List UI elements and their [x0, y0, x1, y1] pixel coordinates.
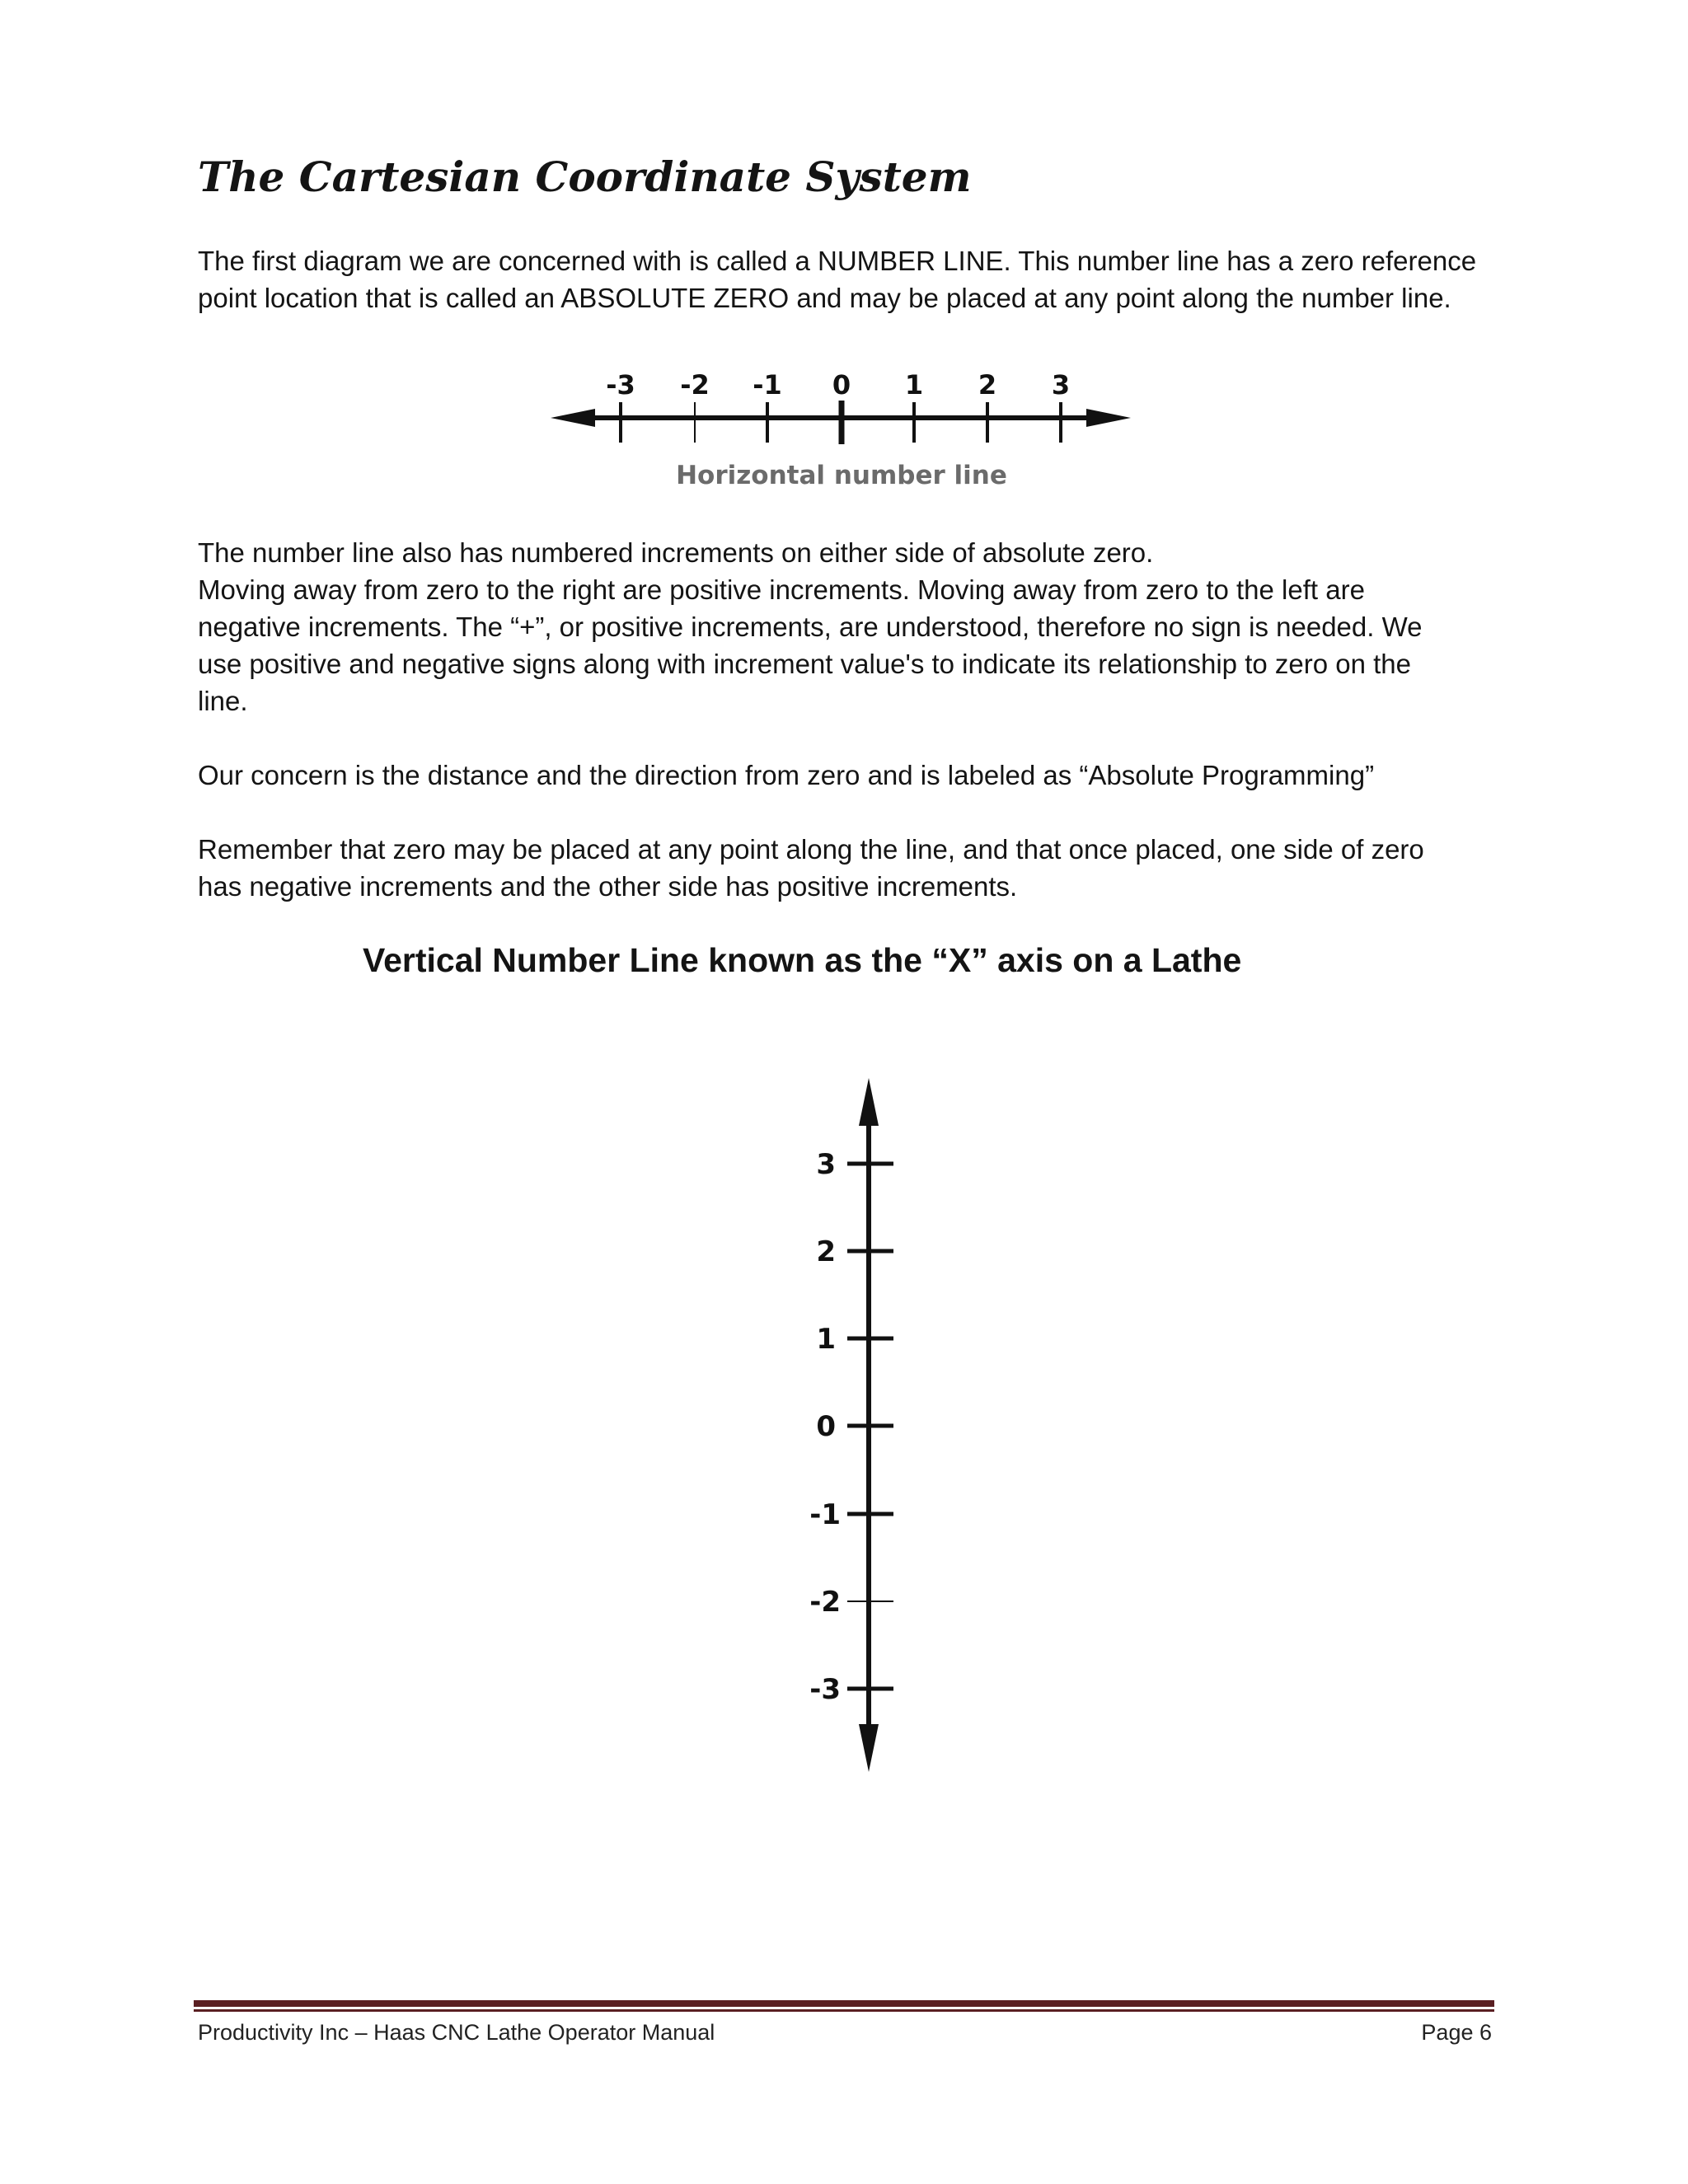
vertical-number-line-figure — [791, 1071, 915, 1780]
page-title: The Cartesian Coordinate System — [198, 152, 972, 201]
footer-page-number: Page 6 — [1421, 2020, 1492, 2045]
body-line: line. — [198, 686, 248, 716]
body-line: Moving away from zero to the right are positive increments. Moving away from zero to the left are — [198, 574, 1365, 605]
absolute-programming-paragraph — [198, 757, 1500, 794]
intro-paragraph — [198, 242, 1500, 316]
v-tick-label: 1 — [816, 1323, 836, 1356]
h-tick-label: -2 — [680, 369, 710, 401]
v-arrow-down — [859, 1724, 879, 1772]
absolute-line: Our concern is the distance and the direction from zero and is labeled as “Absolute Programming” — [198, 760, 1375, 790]
v-tick-label: -3 — [809, 1673, 841, 1706]
remember-line: has negative increments and the other side has positive increments. — [198, 871, 1018, 902]
body-line: use positive and negative signs along with increment value's to indicate its relationship to zero on the — [198, 649, 1411, 679]
h-tick-label: -1 — [753, 369, 782, 401]
horizontal-number-line-figure — [544, 354, 1137, 499]
intro-line: The first diagram we are concerned with is called a NUMBER LINE. This number line has a zero reference — [198, 246, 1477, 276]
remember-paragraph — [198, 831, 1500, 905]
h-tick-label: 0 — [832, 369, 851, 401]
footer-rule-thin — [194, 2009, 1494, 2012]
h-caption: Horizontal number line — [676, 461, 1007, 490]
footer-manual-title: Productivity Inc – Haas CNC Lathe Operator Manual — [198, 2020, 715, 2045]
h-arrow-left — [551, 409, 595, 427]
h-arrow-right — [1086, 409, 1131, 427]
increments-paragraph — [198, 534, 1500, 719]
remember-line: Remember that zero may be placed at any point along the line, and that once placed, one side of zero — [198, 834, 1424, 865]
v-arrow-up — [859, 1078, 879, 1126]
intro-line: point location that is called an ABSOLUTE ZERO and may be placed at any point along the number line. — [198, 283, 1451, 313]
vertical-heading: Vertical Number Line known as the “X” axis on a Lathe — [363, 941, 1242, 979]
v-tick-label: -2 — [809, 1586, 841, 1619]
h-tick-label: -3 — [606, 369, 635, 401]
h-tick-label: 1 — [904, 369, 924, 401]
footer-rule — [194, 2000, 1494, 2007]
h-tick-label: 2 — [978, 369, 997, 401]
v-tick-label: 3 — [816, 1148, 836, 1181]
h-tick-label: 3 — [1051, 369, 1071, 401]
body-line: The number line also has numbered increments on either side of absolute zero. — [198, 537, 1154, 568]
v-tick-label: 0 — [816, 1410, 836, 1443]
body-line: negative increments. The “+”, or positive increments, are understood, therefore no sign is needed. We — [198, 612, 1423, 642]
v-tick-label: -1 — [809, 1498, 841, 1531]
v-tick-label: 2 — [816, 1235, 836, 1268]
